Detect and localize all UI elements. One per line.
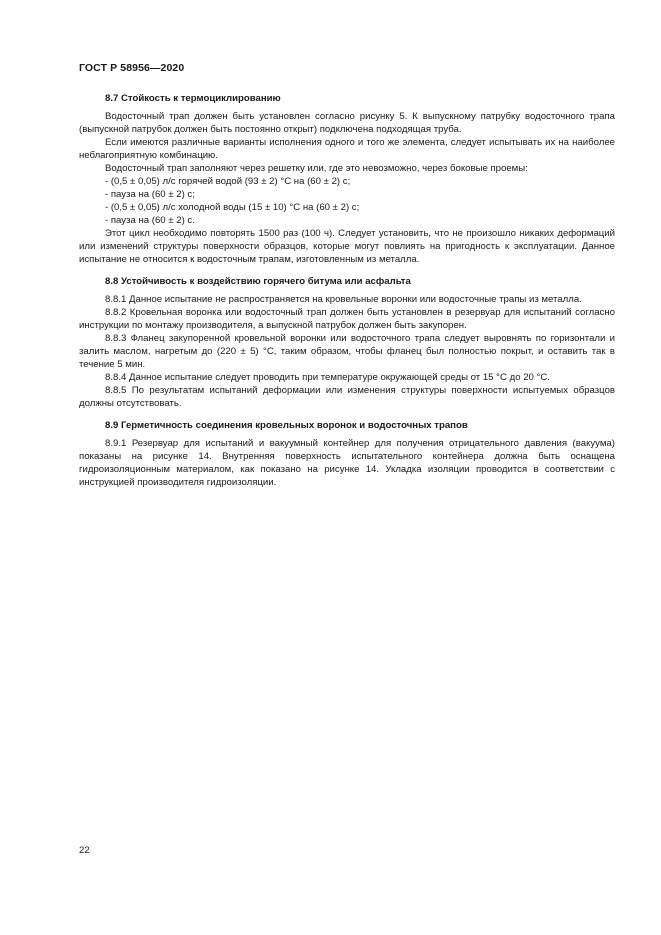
section-heading: 8.9 Герметичность соединения кровельных воронок и водосточных трапов bbox=[105, 420, 468, 431]
document-body bbox=[79, 92, 615, 498]
list-item: - (0,5 ± 0,05) л/с холодной воды (15 ± 10) °С на (60 ± 2) с; bbox=[105, 202, 360, 213]
paragraph: Водосточный трап должен быть установлен согласно рисунку 5. К выпускному патрубку водосточного трапа (выпускной патрубок должен быть постоянно открыт) подключена подходящая труба. bbox=[79, 111, 615, 135]
paragraph: 8.8.3 Фланец закупоренной кровельной воронки или водосточного трапа следует выровнять по горизонтали и залить маслом, нагретым до (220 ± 5) °С, таким образом, чтобы фланец был полностью покрыт, и оставить так в течение 5 мин. bbox=[79, 333, 615, 370]
section-8-8 bbox=[79, 275, 615, 410]
paragraph: 8.8.2 Кровельная воронка или водосточный трап должен быть установлен в резервуар для испытаний согласно инструкции по монтажу производителя, а выпускной патрубок должен быть закупорен. bbox=[79, 307, 615, 331]
paragraph: 8.8.1 Данное испытание не распространяется на кровельные воронки или водосточные трапы из металла. bbox=[105, 294, 582, 305]
paragraph: 8.9.1 Резервуар для испытаний и вакуумный контейнер для получения отрицательного давления (вакуума) показаны на рисунке 14. Внутренняя поверхность испытательного контейнера должна быть оснащена гидроизоляционным материалом, как показано на рисунке 14. Укладка изоляции проводится в соответствии с инструкцией производителя гидроизоляции. bbox=[79, 438, 615, 488]
paragraph: 8.8.4 Данное испытание следует проводить при температуре окружающей среды от 15 °С до 20 °С. bbox=[105, 372, 550, 383]
page-number: 22 bbox=[79, 845, 90, 856]
section-8-9 bbox=[79, 419, 615, 489]
document-header: ГОСТ Р 58956—2020 bbox=[79, 62, 185, 74]
paragraph: Этот цикл необходимо повторять 1500 раз (100 ч). Следует установить, что не произошло никаких деформаций или изменений структуры поверхности образцов, которые могут повлиять на пригодность к эксплуатации. Данное испытание не относится к водосточным трапам, изготовленным из металла. bbox=[79, 228, 615, 265]
paragraph: Если имеются различные варианты исполнения одного и того же элемента, следует испытывать их на наиболее неблагоприятную комбинацию. bbox=[79, 137, 615, 161]
section-8-7 bbox=[79, 92, 615, 266]
paragraph: Водосточный трап заполняют через решетку или, где это невозможно, через боковые проемы: bbox=[105, 163, 528, 174]
section-heading: 8.8 Устойчивость к воздействию горячего битума или асфальта bbox=[105, 276, 411, 287]
list-item: - (0,5 ± 0,05) л/с горячей водой (93 ± 2) °С на (60 ± 2) с; bbox=[105, 176, 351, 187]
section-heading: 8.7 Стойкость к термоциклированию bbox=[105, 93, 281, 104]
list-item: - пауза на (60 ± 2) с; bbox=[105, 189, 195, 200]
list-item: - пауза на (60 ± 2) с. bbox=[105, 215, 195, 226]
paragraph: 8.8.5 По результатам испытаний деформации или изменения структуры поверхности испытуемых образцов должны отсутствовать. bbox=[79, 385, 615, 409]
